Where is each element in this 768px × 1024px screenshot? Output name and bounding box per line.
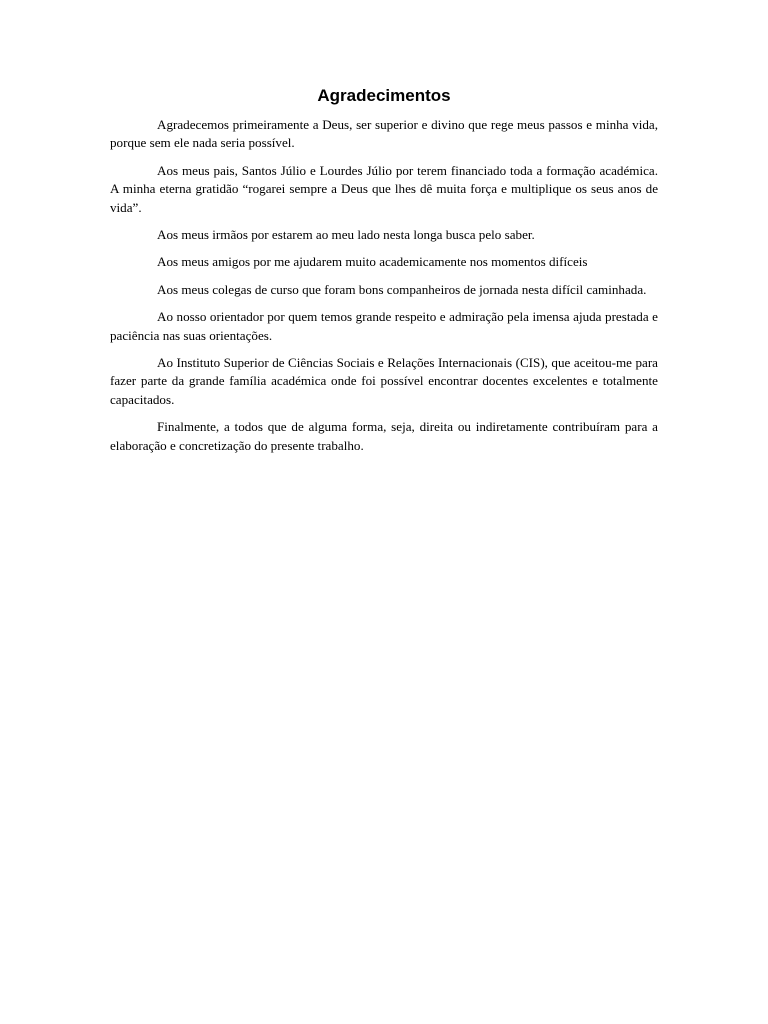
paragraph-advisor: Ao nosso orientador por quem temos grande respeito e admiração pela imensa ajuda prestada e paciência nas suas orientações. [110, 309, 658, 343]
paragraph-institute: Ao Instituto Superior de Ciências Sociais e Relações Internacionais (CIS), que aceitou-me para fazer parte da grande família académica onde foi possível encontrar docentes excelentes e totalmente capacitados. [110, 355, 658, 407]
page-title: Agradecimentos [317, 86, 451, 105]
paragraph-parents: Aos meus pais, Santos Júlio e Lourdes Júlio por terem financiado toda a formação académica. A minha eterna gratidão “rogarei sempre a Deus que lhes dê muita força e multiplique os seus anos de vida”. [110, 162, 658, 215]
paragraph-colleagues: Aos meus colegas de curso que foram bons companheiros de jornada nesta difícil caminhada. [157, 281, 647, 297]
paragraph-siblings: Aos meus irmãos por estarem ao meu lado nesta longa busca pelo saber. [157, 227, 535, 243]
acknowledgements-body [110, 116, 658, 464]
paragraph-friends: Aos meus amigos por me ajudarem muito academicamente nos momentos difíceis [157, 254, 588, 270]
paragraph-everyone: Finalmente, a todos que de alguma forma, seja, direita ou indiretamente contribuíram para a elaboração e concretização do presente trabalho. [110, 419, 658, 453]
paragraph-god: Agradecemos primeiramente a Deus, ser superior e divino que rege meus passos e minha vida, porque sem ele nada seria possível. [110, 117, 658, 151]
